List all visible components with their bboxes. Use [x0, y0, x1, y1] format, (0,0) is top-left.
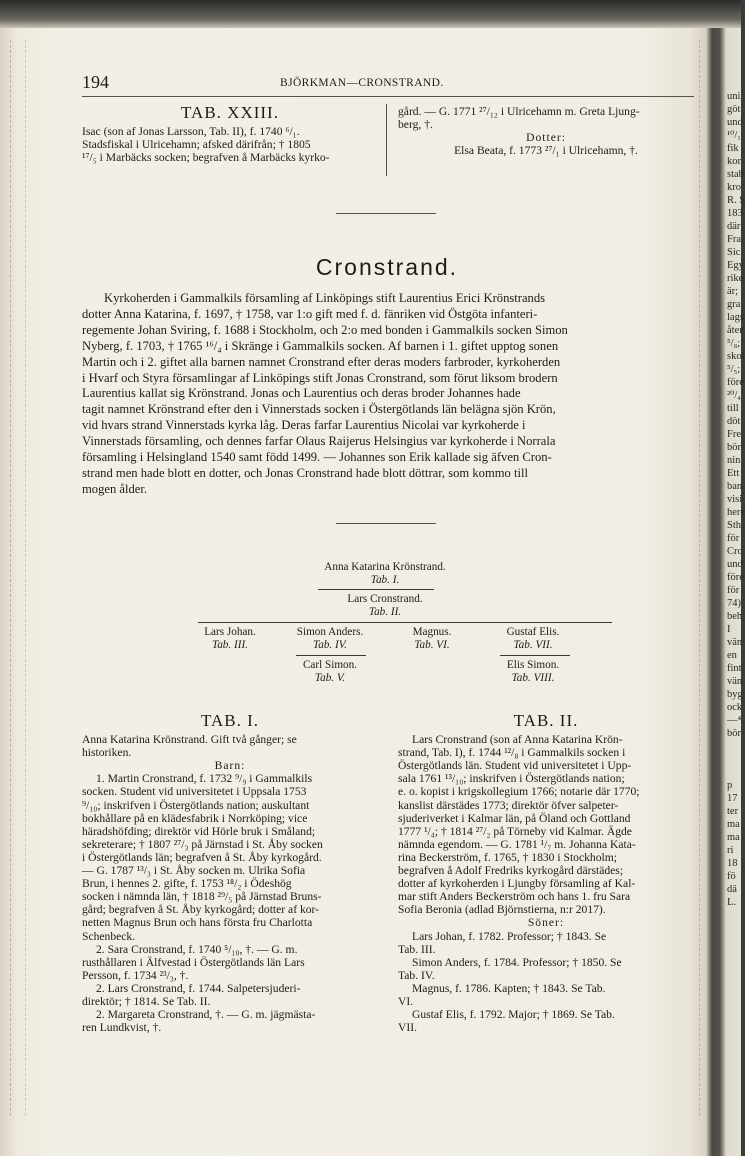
- fragment-line: ²⁰/₄: [727, 390, 741, 401]
- fragment-line: Sic: [727, 247, 741, 258]
- fragment-line: 17: [727, 793, 738, 804]
- fragment-line: ban: [727, 481, 743, 492]
- text-line: tagit namnet Krönstrand efter den i Vinnerstads socken i Östergötlands län belägna sjön Krön,: [82, 402, 556, 417]
- tree-node-simon-anders: [280, 626, 380, 652]
- fragment-line: kro: [727, 182, 741, 193]
- node-tab: Tab. IV.: [313, 639, 347, 651]
- text-line: i Östergötlands län; begrafven å St. Åby kyrkogård.: [82, 850, 322, 864]
- header-rule: [82, 96, 694, 97]
- tab-i-title: TAB. I.: [200, 711, 260, 730]
- text-line: sekreterare; † 1807 ²⁷/₃ på Järnstad i St. Åby socken: [82, 837, 323, 851]
- node-name: Carl Simon.: [302, 659, 358, 671]
- node-name: Simon Anders.: [296, 626, 364, 638]
- text-line: netten Magnus Brun och hans första fru Charlotta: [82, 916, 313, 930]
- text-line: Martin och i 2. giftet alla barnen namnet Cronstrand efter deras moders farbroder, kyrkoherden: [82, 354, 561, 369]
- fragment-line: ¹⁰/₁: [727, 130, 741, 141]
- text-line: mar stift Anders Beckerström och hans 1. fru Sara: [398, 890, 631, 904]
- fragment-line: R. S: [727, 195, 745, 206]
- node-tab: Tab. I.: [370, 574, 400, 586]
- text-line: Tab. III.: [398, 942, 436, 956]
- tree-node-root: [300, 561, 470, 587]
- fragment-line: fö: [727, 871, 736, 882]
- fragment-line: visi: [727, 494, 743, 505]
- node-name: Elis Simon.: [506, 659, 560, 671]
- text-line: nämnda egendom. — G. 1781 ¹/₇ m. Johanna Kata-: [398, 837, 636, 851]
- section-label: Söner:: [527, 916, 565, 930]
- text-line: 2. Sara Cronstrand, f. 1740 ⁵/₁₀, †. — G. m.: [96, 942, 298, 956]
- scan-guide-line: [10, 40, 11, 1116]
- fragment-line: dä: [727, 884, 737, 895]
- book-top-edge: [0, 0, 741, 28]
- text-line: ren Lundkvist, †.: [82, 1021, 162, 1035]
- fragment-line: för: [727, 533, 740, 544]
- text-line: Brun, i hennes 2. gifte, f. 1753 ¹⁸/₂ i Ödeshög: [82, 877, 292, 891]
- fragment-line: rike: [727, 273, 744, 284]
- fragment-line: Fra: [727, 234, 741, 245]
- fragment-line: ⁵/₅;: [727, 364, 741, 375]
- fragment-line: fik: [727, 143, 739, 154]
- adjacent-page-fragments: [727, 90, 745, 909]
- family-history-paragraph: [82, 291, 694, 498]
- node-name: Anna Katarina Krönstrand.: [324, 561, 446, 573]
- fragment-line: und: [727, 559, 743, 570]
- tab-xxiii-section: [82, 103, 378, 165]
- text-line: direktör; † 1814. Se Tab. II.: [82, 994, 211, 1008]
- text-line: ¹⁷/₅ i Marbäcks socken; begrafven å Marbäcks kyrko-: [82, 151, 330, 165]
- family-title: Cronstrand.: [315, 254, 459, 280]
- text-line: rina Beckerström, f. 1765, † 1830 i Stockholm;: [398, 850, 617, 864]
- text-line: strand men hade blott en dotter, och Jonas Cronstrand hade blott döttrar, som kommo till: [82, 465, 528, 480]
- text-line: sjuderiverket i Kalmar län, på Öland och Gottland: [398, 811, 631, 825]
- fragment-line: here: [727, 507, 745, 518]
- text-line: gård; begrafven å St. Åby kyrkogård; dotter af kor-: [82, 903, 320, 917]
- text-line: mogen ålder.: [82, 481, 148, 496]
- fragment-line: L.: [727, 897, 737, 908]
- tab-xxiii-title: TAB. XXIII.: [181, 103, 279, 122]
- section-divider: [336, 523, 436, 524]
- fragment-line: ma: [727, 819, 740, 830]
- text-line: Laurentius kallat sig Krönstrand. Jonas och Laurentius och deras broder Johannes hade: [82, 386, 521, 401]
- tab-ii-title: TAB. II.: [513, 711, 579, 730]
- node-tab: Tab. VI.: [414, 639, 450, 651]
- text-line: Östergötlands län. Student vid universitetet i Upp-: [398, 759, 632, 773]
- fragment-line: ock: [727, 702, 743, 713]
- fragment-line: vän: [727, 676, 743, 687]
- node-tab: Tab. II.: [368, 606, 402, 618]
- fragment-line: kor: [727, 156, 741, 167]
- text-line: i Hvarf och Styra församlingar af Linköpings stift Jonas Cronstrand, som förut liksom brodern: [82, 370, 558, 385]
- fragment-line: beh: [727, 611, 743, 622]
- fragment-line: und: [727, 117, 743, 128]
- text-line: sala 1761 ¹³/₁₀; inskrifven i Östergötlands nation;: [398, 772, 625, 786]
- text-line: strand, Tab. I), f. 1744 ¹²/₈ i Gammalkils socken i: [398, 746, 626, 760]
- text-line: socken i nämnda län, † 1818 ²⁹/₅ på Järnstad Bruns-: [82, 890, 322, 904]
- tree-node-lars-cronstrand: [300, 593, 470, 619]
- node-tab: Tab. III.: [212, 639, 248, 651]
- fragment-line: [727, 740, 741, 753]
- tree-bracket: [318, 589, 434, 590]
- section-label: Barn:: [214, 759, 246, 773]
- text-line: Nyberg, f. 1703, † 1765 ¹⁶/₄ i Skränge i Gammalkils socken. Af barnen i 1. giftet upptog sonen: [82, 338, 559, 353]
- fragment-line: före: [727, 572, 744, 583]
- text-line: VII.: [398, 1021, 417, 1035]
- text-line: gård. — G. 1771 ²⁷/₁₂ i Ulricehamn m. Greta Ljung-: [398, 105, 640, 118]
- text-line: begrafven å Adolf Fredriks kyrkogård därstädes;: [398, 864, 624, 878]
- text-line: församling i Helsingland 1540 samt född 1499. — Johannes son Erik kallade sig äfven Cron-: [82, 450, 552, 465]
- text-line: Persson, f. 1734 ²³/₃, †.: [82, 968, 189, 982]
- text-line: Sofia Beronia (adlad Björnstierna, n:r 2017).: [398, 903, 606, 917]
- fragment-line: p: [727, 780, 733, 791]
- fragment-line: [727, 753, 741, 766]
- fragment-line: vän: [727, 637, 743, 648]
- text-line: Magnus, f. 1786. Kapten; † 1843. Se Tab.: [412, 981, 606, 995]
- text-line: rusthållaren i Älfvestad i Östergötlands län Lars: [82, 955, 305, 969]
- text-line: 1777 ¹/₄; † 1814 ²⁷/₂ på Törneby vid Kalmar. Ägde: [398, 824, 632, 838]
- text-line: Vinnerstads församling, och dennes farfar Olaus Raijerus Helsingius var kyrkoherde i Norrala: [82, 434, 556, 449]
- fragment-line: Egy: [727, 260, 744, 271]
- text-line: ⁹/₁₀; inskrifven i Östergötlands nation; auskultant: [82, 798, 310, 812]
- text-line: Isac (son af Jonas Larsson, Tab. II), f. 1740 ⁶/₁.: [82, 125, 300, 139]
- fragment-line: ma: [727, 832, 740, 843]
- fragment-line: —⁴: [727, 715, 742, 726]
- scan-guide-line: [699, 40, 700, 1116]
- tree-bracket: [198, 622, 612, 623]
- fragment-line: till: [727, 403, 739, 414]
- tab-i-section: [82, 711, 378, 1035]
- node-tab: Tab. VII.: [513, 639, 553, 651]
- fragment-line: åter: [727, 325, 743, 336]
- text-line: 2. Lars Cronstrand, f. 1744. Salpetersjuderi-: [96, 981, 301, 995]
- text-line: Tab. IV.: [398, 968, 435, 982]
- node-name: Lars Cronstrand.: [347, 593, 423, 605]
- fragment-line: fint: [727, 663, 742, 674]
- fragment-line: Sth: [727, 520, 742, 531]
- text-line: berg, †.: [398, 118, 433, 132]
- column-divider: [386, 104, 387, 176]
- tab-xxiii-continued: [398, 105, 694, 157]
- fragment-line: byg: [727, 689, 743, 700]
- fragment-line: är;: [727, 286, 739, 297]
- fragment-line: döt: [727, 416, 741, 427]
- fragment-line: gra: [727, 299, 741, 310]
- text-line: regemente Johan Sviring, f. 1688 i Stockholm, och 2:o med bonden i Gammalkils socken Simon: [82, 322, 568, 337]
- scan-guide-line: [25, 40, 26, 1116]
- text-line: dotter af kyrkoherden i Ljungby församling af Kal-: [398, 877, 636, 891]
- fragment-line: stab: [727, 169, 744, 180]
- text-line: historiken.: [82, 746, 132, 760]
- tree-bracket: [500, 655, 570, 656]
- tree-node-elis-simon: [478, 659, 588, 685]
- fragment-line: 18: [727, 858, 738, 869]
- fragment-line: en: [727, 650, 737, 661]
- section-divider: [336, 213, 436, 214]
- fragment-line: där: [727, 221, 741, 232]
- text-line: Kyrkoherden i Gammalkils församling af Linköpings stift Laurentius Erici Krönstrands: [104, 291, 546, 305]
- text-line: VI.: [398, 994, 414, 1008]
- tab-ii-section: [398, 711, 694, 1035]
- fragment-line: Ett: [727, 468, 740, 479]
- tree-bracket: [296, 655, 366, 656]
- text-line: 2. Margareta Cronstrand, †. — G. m. jägmästa-: [96, 1008, 316, 1022]
- text-line: dotter Anna Katarina, f. 1697, † 1758, var 1:o gift med f. d. fänriken vid Östgöta infanteri-: [82, 306, 538, 321]
- tree-node-magnus: [382, 626, 482, 652]
- section-label: Dotter:: [526, 131, 566, 145]
- tree-node-carl-simon: [280, 659, 380, 685]
- text-line: Anna Katarina Krönstrand. Gift två gånger; se: [82, 733, 297, 747]
- fragment-line: nin: [727, 455, 741, 466]
- fragment-line: skol: [727, 351, 745, 362]
- fragment-line: för: [727, 585, 740, 596]
- node-name: Magnus.: [412, 626, 452, 638]
- node-name: Lars Johan.: [204, 626, 256, 638]
- fragment-line: ri: [727, 845, 734, 856]
- tree-node-lars-johan: [180, 626, 280, 652]
- fragment-line: göt: [727, 104, 741, 115]
- page-number: 194: [82, 72, 109, 92]
- node-tab: Tab. V.: [314, 672, 346, 684]
- running-title: BJÖRKMAN—CRONSTRAND.: [280, 77, 444, 89]
- fragment-line: Fre: [727, 429, 741, 440]
- fragment-line: bör: [727, 728, 741, 739]
- text-line: vid hvars strand Vinnerstads kyrka låg. Deras farfar Laurentius Nicolai var kyrkoherde i: [82, 418, 526, 433]
- text-line: Gustaf Elis, f. 1792. Major; † 1869. Se Tab.: [412, 1008, 615, 1022]
- fragment-line: 74): [727, 598, 741, 609]
- tree-node-gustaf-elis: [478, 626, 588, 652]
- node-name: Gustaf Elis.: [506, 626, 560, 638]
- text-line: socken. Student vid universitetet i Uppsala 1753: [82, 785, 307, 799]
- fragment-line: I: [727, 624, 731, 635]
- fragment-line: ter: [727, 806, 739, 817]
- fragment-line: [727, 766, 741, 779]
- text-line: Lars Johan, f. 1782. Professor; † 1843. Se: [412, 929, 607, 943]
- fragment-line: uni: [727, 91, 741, 102]
- text-line: Schenbeck.: [82, 929, 136, 943]
- text-line: Elsa Beata, f. 1773 ²⁷/₁ i Ulricehamn, †.: [454, 144, 638, 158]
- text-line: e. o. kopist i krigskollegium 1766; notarie där 1770;: [398, 785, 640, 799]
- text-line: Lars Cronstrand (son af Anna Katarina Krön-: [412, 733, 623, 747]
- text-line: — G. 1787 ¹³/₃ i St. Åby socken m. Ulrika Sofia: [82, 864, 306, 878]
- text-line: 1. Martin Cronstrand, f. 1732 ⁹/₉ i Gammalkils: [96, 772, 313, 786]
- fragment-line: före: [727, 377, 744, 388]
- fragment-line: lags: [727, 312, 744, 323]
- text-line: Stadsfiskal i Ulricehamn; afsked därifrån; † 1805: [82, 138, 311, 152]
- node-tab: Tab. VIII.: [511, 672, 555, 684]
- text-line: häradshöfding; direktör vid Hörle bruk i Småland;: [82, 824, 316, 838]
- text-line: Simon Anders, f. 1784. Professor; † 1850. Se: [412, 955, 622, 969]
- fragment-line: Cro: [727, 546, 743, 557]
- fragment-line: ⁵/₈;: [727, 338, 741, 349]
- text-line: kanslist därstädes 1773; direktör öfver salpeter-: [398, 798, 619, 812]
- fragment-line: 183: [727, 208, 743, 219]
- text-line: bokhållare på en klädesfabrik i Norrköping; vice: [82, 811, 308, 825]
- fragment-line: bör: [727, 442, 741, 453]
